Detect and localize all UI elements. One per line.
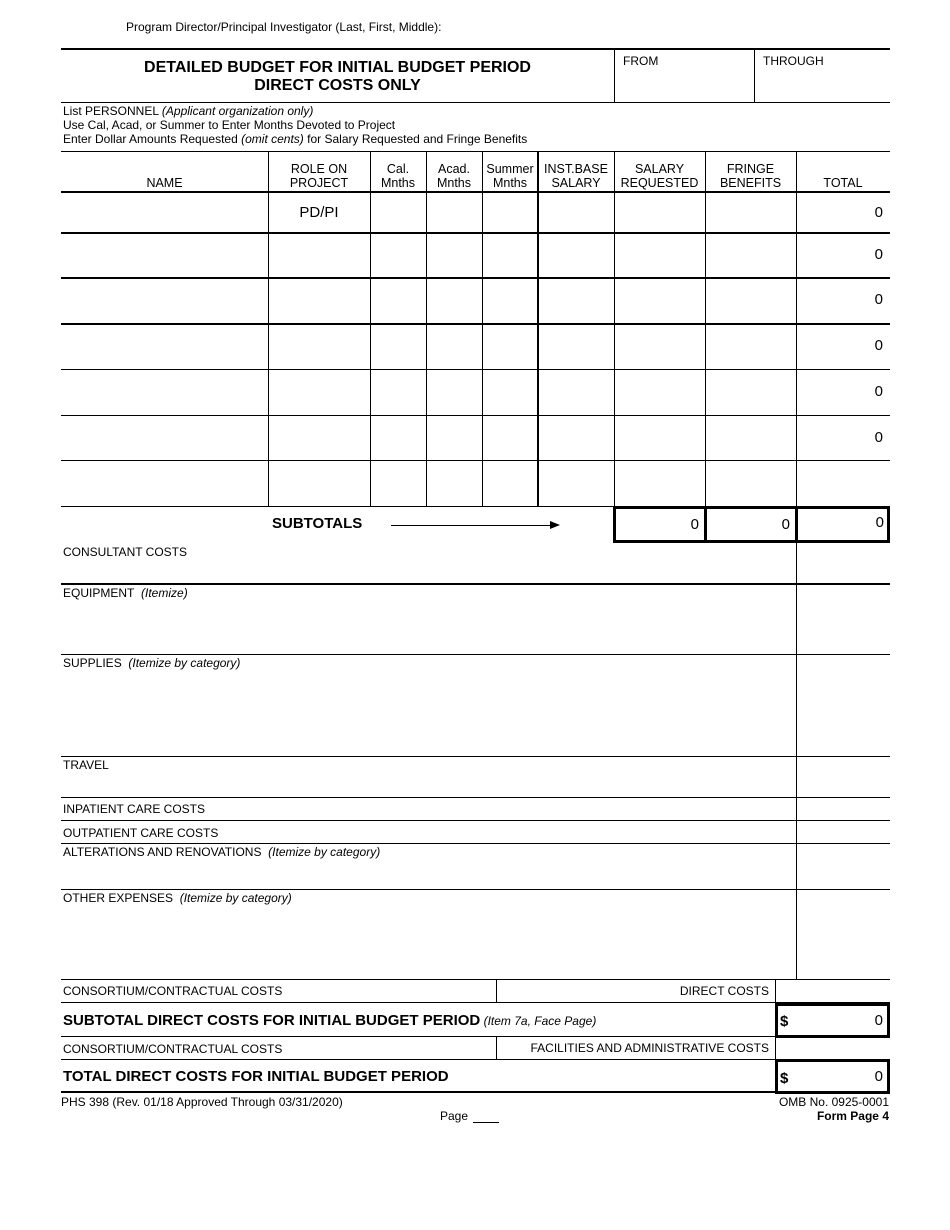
subtotal-fringe-value: 0 [781,516,790,533]
alterations-label: ALTERATIONS AND RENOVATIONS (Itemize by category) [63,845,381,859]
role-cell[interactable] [269,324,369,368]
col-salary-requested: SALARY REQUESTED [620,162,699,190]
instruction-list-personnel: List PERSONNEL (Applicant organization only) [63,104,314,118]
role-cell[interactable]: PD/PI [299,204,339,221]
instruction-dollar-amounts: Enter Dollar Amounts Requested (omit cents) for Salary Requested and Fringe Benefits [63,132,528,146]
from-label: FROM [623,54,659,68]
equipment-amount[interactable] [798,586,890,653]
total-cell[interactable]: 0 [874,383,883,400]
fringe-benefits-cell[interactable] [706,461,795,505]
inst-base-salary-cell[interactable] [539,416,613,459]
fringe-benefits-cell[interactable] [706,194,795,231]
section-rule [61,820,890,821]
section-rule [61,1091,777,1093]
salary-requested-cell[interactable] [615,233,704,276]
consortium-fa-amount[interactable] [777,1039,890,1058]
fringe-benefits-cell[interactable] [706,324,795,368]
section-rule [61,979,890,980]
total-cell[interactable]: 0 [874,246,883,263]
section-rule [61,1002,890,1003]
section-rule [61,1059,890,1060]
cal-months-cell[interactable] [371,278,425,322]
acad-months-cell[interactable] [427,416,481,459]
inst-base-salary-cell[interactable] [539,370,613,414]
omb-number: OMB No. 0925-0001 [778,1095,889,1109]
section-rule [61,654,890,655]
inst-base-salary-cell[interactable] [539,324,613,368]
col-acad: Acad. Mnths [436,162,472,190]
fa-costs-label: FACILITIES AND ADMINISTRATIVE COSTS [530,1041,769,1055]
col-summer: Summer Mnths [486,162,534,190]
equipment-label: EQUIPMENT (Itemize) [63,586,188,600]
summer-months-cell[interactable] [483,324,537,368]
section-rule [61,843,890,844]
col-cal: Cal. Mnths [380,162,416,190]
summary-divider [496,980,497,1002]
role-cell[interactable] [269,233,369,276]
header-bottom-rule [61,102,890,103]
summer-months-cell[interactable] [483,233,537,276]
acad-months-cell[interactable] [427,233,481,276]
col-divider [268,193,269,506]
name-cell[interactable] [62,278,267,322]
col-divider [482,193,483,506]
col-divider [268,152,269,192]
header-top-rule [61,48,890,50]
total-cell[interactable]: 0 [874,291,883,308]
name-cell[interactable] [62,461,267,505]
cal-months-cell[interactable] [371,233,425,276]
salary-requested-cell[interactable] [615,461,704,505]
name-cell[interactable] [62,324,267,368]
supplies-amount[interactable] [798,656,890,754]
fringe-benefits-cell[interactable] [706,370,795,414]
subtotal-total-value: 0 [875,514,884,531]
col-divider [796,152,797,192]
section-rule [61,756,890,757]
from-divider [614,49,615,102]
other-expenses-amount[interactable] [798,891,890,977]
acad-months-cell[interactable] [427,461,481,505]
form-title-line2: DIRECT COSTS ONLY [254,77,421,94]
subtotals-arrow-shaft [391,525,551,526]
through-label: THROUGH [763,54,824,68]
inpatient-care-label: INPATIENT CARE COSTS [63,802,206,816]
arrow-right-icon [550,521,560,529]
name-cell[interactable] [62,416,267,459]
col-divider [614,193,615,506]
summary-divider [496,1037,497,1059]
pd-pi-label: Program Director/Principal Investigator (Last, First, Middle): [126,20,442,34]
form-page-label: Form Page 4 [816,1109,889,1123]
total-cell[interactable]: 0 [874,429,883,446]
travel-label: TRAVEL [63,758,109,772]
acad-months-cell[interactable] [427,194,481,231]
name-cell[interactable] [62,233,267,276]
subtotals-label: SUBTOTALS [272,515,363,532]
cal-months-cell[interactable] [371,324,425,368]
col-name: NAME [146,176,183,190]
supplies-label: SUPPLIES (Itemize by category) [63,656,241,670]
fringe-benefits-cell[interactable] [706,416,795,459]
alterations-amount[interactable] [798,845,890,888]
cost-total-column-divider [796,542,797,979]
form-id: PHS 398 (Rev. 01/18 Approved Through 03/31/2020) [61,1095,343,1109]
inst-base-salary-cell[interactable] [539,194,613,231]
section-rule [61,889,890,890]
col-divider [705,193,706,506]
col-divider [796,193,797,506]
from-date-field[interactable] [616,68,752,100]
role-cell[interactable] [269,278,369,322]
col-divider [426,152,427,192]
total-cell[interactable] [797,461,889,505]
inst-base-salary-cell[interactable] [539,278,613,322]
table-top-rule [61,151,890,152]
outpatient-care-amount[interactable] [798,822,890,842]
subtotal-direct-label: SUBTOTAL DIRECT COSTS FOR INITIAL BUDGET PERIOD (Item 7a, Face Page) [63,1012,597,1029]
through-date-field[interactable] [756,68,888,100]
consortium-direct-label: CONSORTIUM/CONTRACTUAL COSTS [63,984,283,998]
role-cell[interactable] [269,370,369,414]
consultant-costs-amount[interactable] [798,544,890,582]
page-number-field[interactable] [473,1122,499,1123]
summer-months-cell[interactable] [483,461,537,505]
inst-base-salary-cell[interactable] [539,233,613,276]
col-divider [705,152,706,192]
col-role: ROLE ON PROJECT [289,162,349,190]
consultant-costs-label: CONSULTANT COSTS [63,545,188,559]
salary-requested-cell[interactable] [615,416,704,459]
form-title-line1: DETAILED BUDGET FOR INITIAL BUDGET PERIOD [144,59,531,76]
travel-amount[interactable] [798,758,890,796]
inst-base-salary-cell[interactable] [539,461,613,505]
subtotal-currency: $ [780,1013,789,1030]
col-divider [614,152,615,192]
total-direct-label: TOTAL DIRECT COSTS FOR INITIAL BUDGET PERIOD [63,1068,449,1085]
col-divider [370,152,371,192]
page-label: Page [440,1109,469,1123]
direct-costs-label: DIRECT COSTS [679,984,769,998]
summer-months-cell[interactable] [483,278,537,322]
inpatient-care-amount[interactable] [798,799,890,819]
col-divider [482,152,483,192]
section-rule [61,1036,776,1037]
subtotal-direct-value: 0 [874,1012,883,1029]
through-divider [754,49,755,102]
total-cell[interactable]: 0 [874,204,883,221]
consortium-direct-amount[interactable] [777,981,890,1001]
col-total: TOTAL [823,176,863,190]
salary-requested-cell[interactable] [615,370,704,414]
cal-months-cell[interactable] [371,461,425,505]
summer-months-cell[interactable] [483,416,537,459]
cal-months-cell[interactable] [371,194,425,231]
col-divider [537,152,539,192]
section-rule [61,797,890,798]
col-divider [426,193,427,506]
summer-months-cell[interactable] [483,370,537,414]
total-direct-value: 0 [874,1068,883,1085]
subtotal-salary-value: 0 [690,516,699,533]
summer-months-cell[interactable] [483,194,537,231]
col-divider [370,193,371,506]
fringe-benefits-cell[interactable] [706,233,795,276]
total-cell[interactable]: 0 [874,337,883,354]
summary-divider [775,980,776,1002]
other-expenses-label: OTHER EXPENSES (Itemize by category) [63,891,292,905]
acad-months-cell[interactable] [427,370,481,414]
col-inst-base-salary: INST.BASE SALARY [544,162,608,190]
col-fringe-benefits: FRINGE BENEFITS [719,162,782,190]
acad-months-cell[interactable] [427,278,481,322]
cal-months-cell[interactable] [371,370,425,414]
section-rule [61,583,890,585]
cal-months-cell[interactable] [371,416,425,459]
col-divider [537,193,539,506]
salary-requested-cell[interactable] [615,194,704,231]
salary-requested-cell[interactable] [615,278,704,322]
salary-requested-cell[interactable] [615,324,704,368]
role-cell[interactable] [269,416,369,459]
total-currency: $ [780,1070,789,1087]
consortium-fa-label: CONSORTIUM/CONTRACTUAL COSTS [63,1042,283,1056]
instruction-months: Use Cal, Acad, or Summer to Enter Months Devoted to Project [63,118,396,132]
role-cell[interactable] [269,461,369,505]
summary-divider [775,1037,776,1059]
name-cell[interactable] [62,370,267,414]
acad-months-cell[interactable] [427,324,481,368]
outpatient-care-label: OUTPATIENT CARE COSTS [63,826,219,840]
fringe-benefits-cell[interactable] [706,278,795,322]
name-cell[interactable] [62,194,267,231]
